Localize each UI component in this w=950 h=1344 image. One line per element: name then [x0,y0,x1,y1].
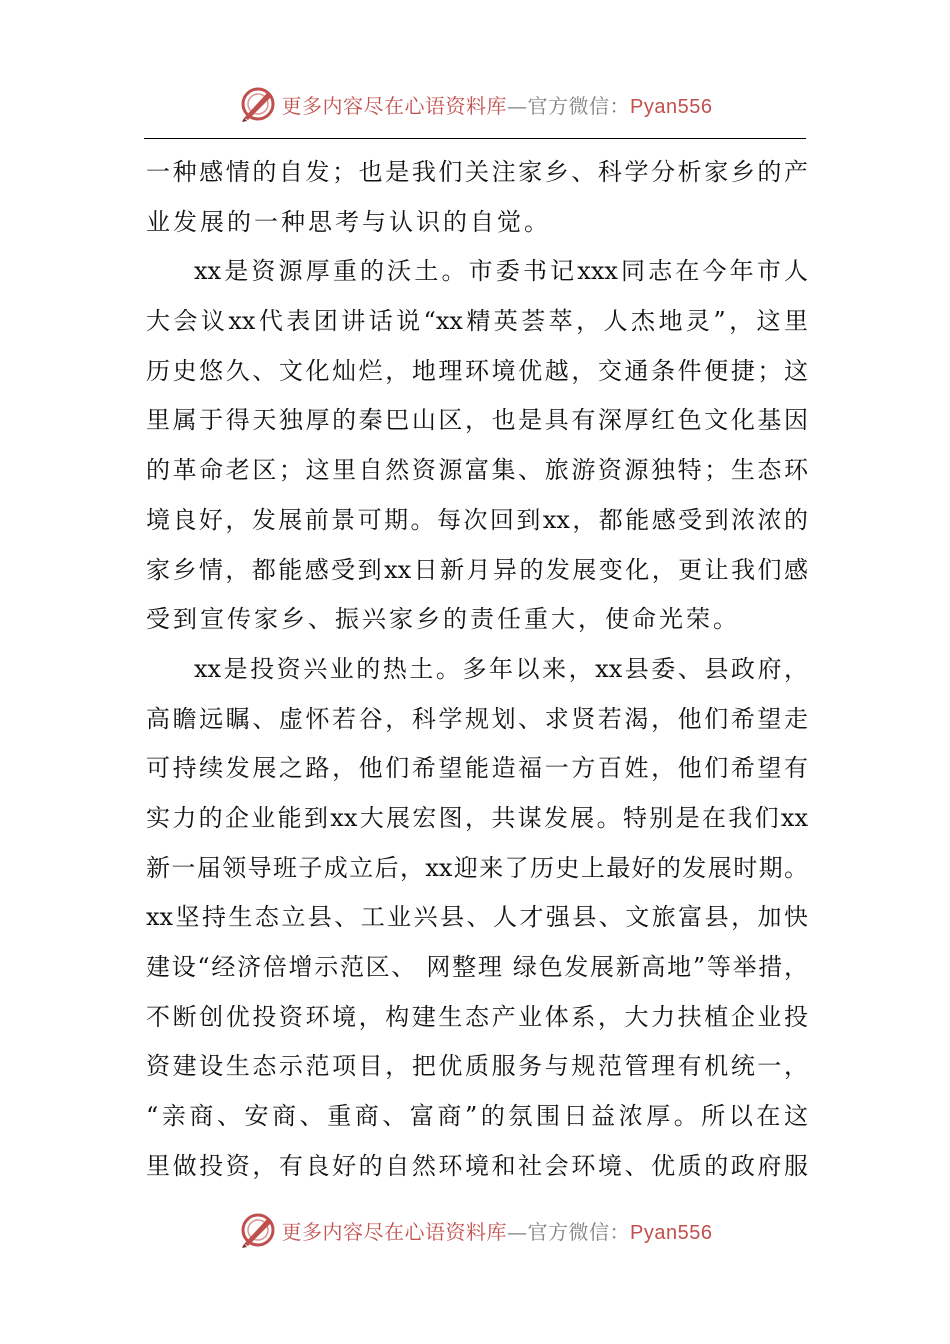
header-wechat-id: Pyan556 [630,95,713,118]
body-line: xx是资源厚重的沃土。市委书记xxx同志在今年市人 [194,257,808,286]
body-line: “亲商、安商、重商、富商”的氛围日益浓厚。所以在这 [146,1102,808,1131]
body-line: 可持续发展之路，他们希望能造福一方百姓，他们希望有 [146,754,808,783]
body-line: 资建设生态示范项目，把优质服务与规范管理有机统一， [146,1052,808,1081]
document-body [146,148,808,1191]
body-line: 大会议xx代表团讲话说“xx精英荟萃，人杰地灵”，这里 [146,307,808,336]
footer-brand: 更多内容尽在心语资料库 [281,1219,508,1244]
header-official: 官方微信： [527,93,631,118]
header-dash: — [507,93,528,118]
footer-banner [0,1208,950,1252]
body-line: 高瞻远瞩、虚怀若谷，科学规划、求贤若渴，他们希望走 [146,704,808,733]
footer-dash: — [507,1219,528,1244]
footer-wechat-id: Pyan556 [630,1221,713,1244]
body-line: xx坚持生态立县、工业兴县、人才强县、文旅富县，加快 [146,903,808,932]
body-line: 不断创优投资环境，构建生态产业体系，大力扶植企业投 [146,1002,808,1031]
body-line: 业发展的一种思考与认识的自觉。 [146,207,551,236]
body-line: 一种感情的自发；也是我们关注家乡、科学分析家乡的产 [146,158,808,186]
pen-nib-logo-icon [238,84,278,124]
header-brand: 更多内容尽在心语资料库 [281,93,508,118]
body-line: 新一届领导班子成立后，xx迎来了历史上最好的发展时期。 [146,853,808,882]
footer-official: 官方微信： [527,1219,631,1244]
body-line: xx是投资兴业的热土。多年以来，xx县委、县政府， [194,654,808,683]
header-banner-text [282,90,713,119]
body-line: 实力的企业能到xx大展宏图，共谋发展。特别是在我们xx [146,803,808,832]
header-rule [144,138,806,139]
body-line: 里属于得天独厚的秦巴山区，也是具有深厚红色文化基因 [146,406,808,435]
body-line: 家乡情，都能感受到xx日新月异的发展变化，更让我们感 [146,555,808,584]
header-banner [0,82,950,126]
body-line: 里做投资，有良好的自然环境和社会环境、优质的政府服 [146,1151,808,1180]
body-line: 建设“经济倍增示范区、 网整理 绿色发展新高地”等举措， [146,953,808,981]
body-line: 受到宣传家乡、振兴家乡的责任重大，使命光荣。 [146,605,740,634]
body-line: 境良好，发展前景可期。每次回到xx，都能感受到浓浓的 [146,505,808,534]
pen-nib-logo-icon [238,1210,278,1250]
footer-banner-text [282,1216,713,1245]
body-line: 的革命老区；这里自然资源富集、旅游资源独特；生态环 [146,456,808,485]
body-line: 历史悠久、文化灿烂，地理环境优越，交通条件便捷；这 [146,356,808,385]
